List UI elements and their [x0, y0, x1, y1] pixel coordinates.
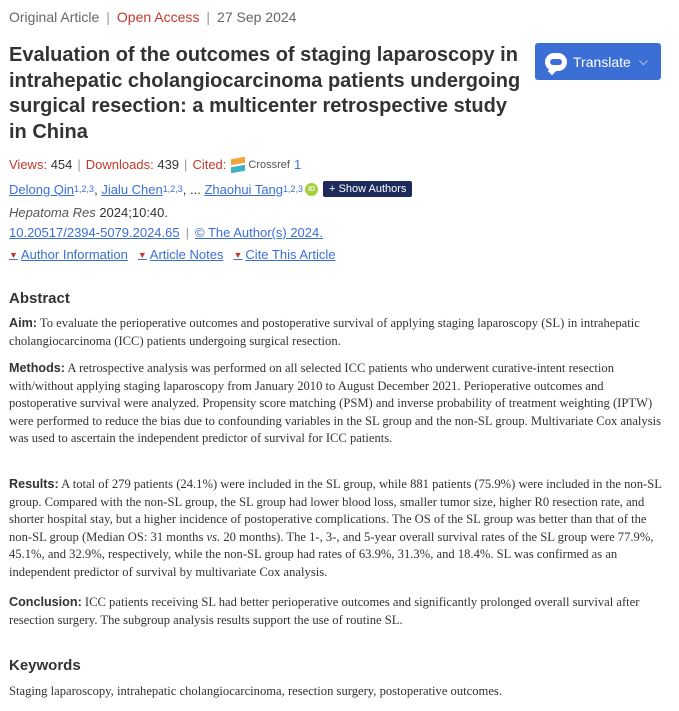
separator: | — [106, 9, 110, 25]
author-link[interactable]: Delong Qin — [9, 181, 75, 197]
author-information-toggle[interactable]: ▼ Author Information — [9, 247, 128, 262]
crossref-link[interactable] — [231, 157, 301, 172]
keywords-heading: Keywords — [9, 657, 81, 674]
author-link[interactable]: Zhaohui Tang — [204, 181, 284, 197]
journal-name: Hepatoma Res — [9, 205, 96, 220]
publish-date: 27 Sep 2024 — [217, 9, 297, 25]
journal-volume: 2024;10:40. — [95, 205, 169, 220]
open-access-badge: Open Access — [116, 9, 200, 25]
abstract-methods: Methods: A retrospective analysis was performed on all selected ICC patients who underwent curative-intent resection with/without applying staging laparoscopy from January 2010 to August December 2021. Perioperative outcomes and postoperative survival were analyzed. Propensity score matching (PSM) and inverse probability of treatment weighting (IPTW) were performed to reduce the bias due to confounding variables in the SL group and the non-SL group. Multivariate Cox analysis was used to ascertain the independent predictor of survival for ICC patients. — [9, 361, 662, 445]
article-type: Original Article — [9, 9, 100, 25]
affiliation-sup: 1,2,3 — [162, 184, 183, 194]
separator: | — [184, 157, 188, 172]
author-ellipsis: , ... — [182, 181, 201, 197]
abstract-results: Results: A total of 279 patients (24.1%) were included in the SL group, while 881 patients (75.9%) were included in the non-SL group. Compared with the non-SL group, the SL group had lower blood loss, smaller tumor size, higher R0 resection rate, and shorter hospital stay, but a higher incidence of postoperative complications. The OS of the SL group was better than that of the non-SL group (Median OS: 31 months vs. 20 months). The 1-, 3-, and 5-year overall survival rates of the SL group were 77.9%, 45.1%, and 32.9%, respectively, while the non-SL group had rates of 63.9%, 31.3%, and 18.4%. SL was confirmed as an independent predictor of survival by multivariate Cox analysis. — [9, 477, 662, 579]
keywords-text: Staging laparoscopy, intrahepatic cholangiocarcinoma, resection surgery, postoperative outcomes. — [9, 684, 502, 698]
cite-article-toggle[interactable]: ▼ Cite This Article — [233, 247, 336, 262]
abstract-heading: Abstract — [9, 290, 70, 307]
article-title: Evaluation of the outcomes of staging laparoscopy in intrahepatic cholangiocarcinoma patients undergoing surgical resection: a multicenter retrospective study in China — [9, 44, 521, 143]
affiliation-sup: 1,2,3 — [74, 184, 95, 194]
views-count: 454 — [50, 157, 73, 172]
journal-citation — [9, 205, 168, 220]
crossref-label: Crossref — [248, 158, 290, 171]
author-link[interactable]: Jialu Chen — [101, 181, 163, 197]
abstract-conclusion: Conclusion: ICC patients receiving SL had better perioperative outcomes and significantly prolonged overall survival after resection surgery. The subgroup analysis results support the use of routine SL. — [9, 595, 640, 627]
crossref-icon — [231, 158, 245, 172]
caret-down-icon: ▼ — [137, 249, 147, 260]
chevron-down-icon: ⌵ — [638, 54, 648, 68]
show-authors-button[interactable]: + Show Authors — [323, 181, 412, 197]
translate-button[interactable] — [535, 43, 661, 80]
caret-down-icon: ▼ — [9, 249, 18, 260]
doi-line — [9, 225, 323, 240]
article-stats — [9, 157, 301, 172]
views-label: Views: — [9, 157, 48, 172]
downloads-count: 439 — [157, 157, 180, 172]
separator: | — [185, 225, 189, 240]
separator: | — [77, 157, 81, 172]
copyright-link[interactable]: © The Author(s) 2024. — [195, 225, 323, 240]
orcid-icon[interactable]: iD — [305, 183, 318, 196]
cited-label: Cited: — [192, 157, 227, 172]
article-info-links — [9, 247, 346, 262]
article-meta — [9, 9, 296, 25]
article-notes-toggle[interactable]: ▼ Article Notes — [137, 247, 224, 262]
affiliation-sup: 1,2,3 — [283, 184, 304, 194]
translate-label: Translate — [573, 53, 631, 70]
separator: | — [206, 9, 211, 25]
cited-count: 1 — [293, 157, 302, 172]
author-list: Delong Qin 1,2,3 , Jialu Chen 1,2,3 , ... Zhaohui Tang 1,2,3 iD + Show Authors — [9, 181, 412, 197]
abstract-aim: Aim: To evaluate the perioperative outcomes and postoperative survival of applying staging laparoscopy (SL) in intrahepatic cholangiocarcinoma (ICC) patients undergoing surgical resection. — [9, 316, 640, 348]
caret-down-icon: ▼ — [233, 249, 243, 260]
downloads-label: Downloads: — [85, 157, 154, 172]
doi-link[interactable]: 10.20517/2394-5079.2024.65 — [9, 225, 180, 240]
translate-icon — [545, 53, 567, 71]
